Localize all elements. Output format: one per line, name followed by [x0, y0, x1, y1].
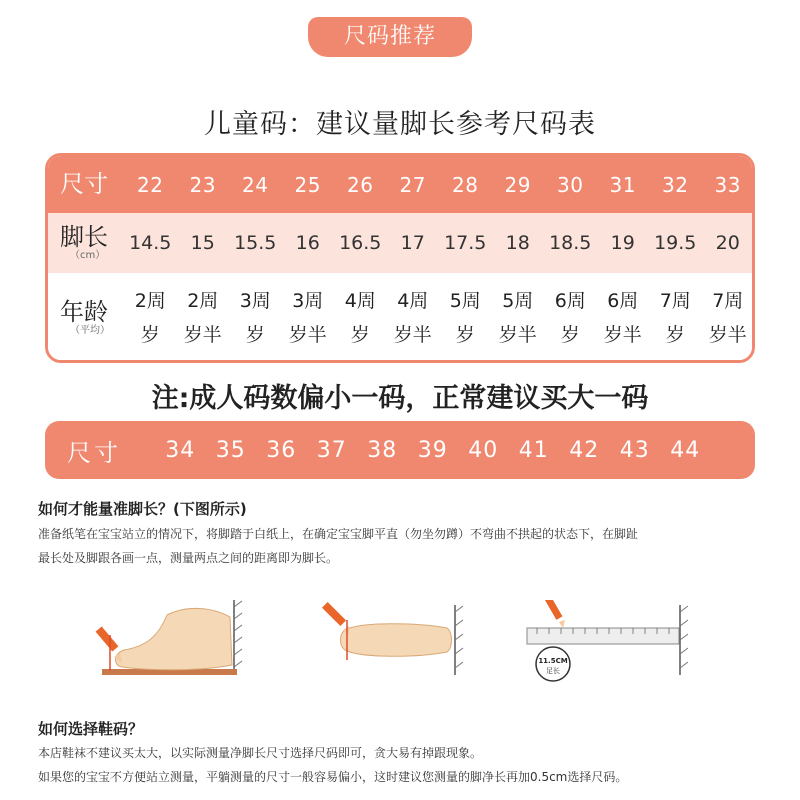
foot-icon	[115, 608, 232, 669]
size-cell: 28	[452, 172, 479, 197]
age-row	[48, 273, 752, 363]
age-cell	[334, 284, 387, 352]
age-cell-bottom: 岁	[350, 324, 370, 346]
age-row-label	[48, 299, 124, 337]
wall-hatch	[455, 606, 463, 668]
age-cell-bottom: 岁	[140, 324, 160, 346]
adult-size-cells	[155, 438, 711, 463]
adult-size-cell: 40	[468, 437, 499, 463]
adult-size-cell: 42	[569, 437, 600, 463]
size-cell: 22	[137, 172, 164, 197]
measure-text-1: 准备纸笔在宝宝站立的情况下，将脚踏于白纸上，在确定宝宝脚平直（勿坐勿蹲）不弯曲不拱起的状态下，在脚趾	[38, 527, 639, 541]
size-cell: 30	[557, 172, 584, 197]
adult-size-note: 注:成人码数偏小一码，正常建议买大一码	[151, 383, 649, 414]
age-cell-bottom: 岁	[455, 324, 475, 346]
foot-length-cells	[124, 232, 754, 254]
wall-hatch	[234, 601, 242, 667]
pencil-icon	[322, 602, 349, 636]
age-cell-bottom: 岁半	[498, 324, 537, 346]
foot-top-view-illustration	[315, 600, 465, 680]
ruler-icon	[527, 628, 679, 644]
age-cell-top: 3周	[292, 290, 324, 312]
foot-icon	[341, 624, 452, 657]
foot-length-cell: 16	[295, 232, 320, 254]
page-title: 儿童码：建议量脚长参考尺码表	[204, 109, 596, 140]
foot-length-cell: 17.5	[444, 232, 487, 254]
size-cell: 26	[347, 172, 374, 197]
foot-length-cell: 15.5	[234, 232, 277, 254]
age-cell-top: 2周	[134, 290, 166, 312]
choose-text-1: 本店鞋袜不建议买太大，以实际测量净脚长尺寸选择尺码即可，贪大易有掉跟现象。	[38, 746, 483, 760]
choose-text-2: 如果您的宝宝不方便站立测量，平躺测量的尺寸一般容易偏小，这时建议您测量的脚净长再加0.5cm选择尺码。	[38, 770, 628, 784]
ruler-measure-illustration	[525, 600, 690, 690]
foot-length-cell: 18	[505, 232, 530, 254]
age-cell-top: 4周	[397, 290, 429, 312]
age-cells	[124, 284, 754, 352]
age-cell-top: 6周	[554, 290, 586, 312]
foot-length-row	[48, 213, 752, 273]
pencil-icon	[96, 626, 122, 663]
age-cell-top: 7周	[659, 290, 691, 312]
age-cell-top: 5周	[449, 290, 481, 312]
age-label: 年龄	[60, 297, 108, 326]
age-cell-bottom: 岁半	[288, 324, 327, 346]
foot-length-cell: 15	[190, 232, 215, 254]
age-cell-top: 4周	[344, 290, 376, 312]
size-cell: 23	[189, 172, 216, 197]
wall-hatch	[680, 606, 688, 668]
foot-length-row-label	[48, 224, 124, 262]
age-cell	[702, 284, 755, 352]
age-cell-top: 6周	[607, 290, 639, 312]
foot-length-cell: 14.5	[129, 232, 172, 254]
adult-size-cell: 34	[165, 437, 196, 463]
adult-size-cell: 41	[518, 437, 549, 463]
age-cell-top: 7周	[712, 290, 744, 312]
size-cells	[124, 173, 754, 197]
ruler-reading-value: 11.5CM	[538, 657, 568, 665]
measure-heading: 如何才能量准脚长？(下图所示)	[38, 500, 247, 518]
age-cell	[439, 284, 492, 352]
adult-size-cell: 43	[619, 437, 650, 463]
foot-length-cell: 20	[715, 232, 740, 254]
age-cell	[282, 284, 335, 352]
ruler-reading-caption: 足长	[546, 667, 560, 675]
foot-standing-illustration	[92, 595, 252, 685]
size-cell: 33	[714, 172, 741, 197]
adult-size-cell: 37	[316, 437, 347, 463]
size-cell: 32	[662, 172, 689, 197]
adult-size-cell: 44	[670, 437, 701, 463]
age-cell	[124, 284, 177, 352]
age-cell	[544, 284, 597, 352]
foot-length-unit: （cm）	[70, 250, 106, 262]
foot-length-label: 脚长	[60, 222, 108, 251]
age-cell	[492, 284, 545, 352]
age-cell-bottom: 岁半	[603, 324, 642, 346]
age-cell-bottom: 岁半	[393, 324, 432, 346]
age-cell	[649, 284, 702, 352]
age-sub-label: （平均）	[70, 325, 110, 337]
adult-size-cell: 39	[417, 437, 448, 463]
foot-length-cell: 19	[610, 232, 635, 254]
age-cell-bottom: 岁半	[708, 324, 747, 346]
size-cell: 27	[399, 172, 426, 197]
foot-length-cell: 19.5	[654, 232, 697, 254]
adult-size-bar	[45, 421, 755, 479]
age-cell-top: 3周	[239, 290, 271, 312]
size-row-label: 尺寸	[60, 170, 108, 199]
age-cell-top: 5周	[502, 290, 534, 312]
size-cell: 31	[609, 172, 636, 197]
size-row	[48, 156, 752, 213]
pencil-icon	[544, 600, 565, 628]
age-cell-top: 2周	[187, 290, 219, 312]
foot-length-cell: 16.5	[339, 232, 382, 254]
age-cell	[387, 284, 440, 352]
age-cell-bottom: 岁	[245, 324, 265, 346]
adult-size-label: 尺寸	[67, 438, 121, 467]
age-cell-bottom: 岁	[665, 324, 685, 346]
age-cell-bottom: 岁	[560, 324, 580, 346]
size-cell: 29	[504, 172, 531, 197]
age-cell-bottom: 岁半	[183, 324, 222, 346]
kids-size-table	[45, 153, 755, 363]
size-cell: 24	[242, 172, 269, 197]
adult-size-cell: 36	[266, 437, 297, 463]
adult-size-cell: 35	[215, 437, 246, 463]
size-recommend-badge: 尺码推荐	[308, 17, 472, 57]
choose-heading: 如何选择鞋码？	[38, 720, 144, 738]
age-cell	[177, 284, 230, 352]
age-cell	[229, 284, 282, 352]
size-cell: 25	[294, 172, 321, 197]
age-cell	[597, 284, 650, 352]
adult-size-cell: 38	[367, 437, 398, 463]
foot-length-cell: 18.5	[549, 232, 592, 254]
foot-length-cell: 17	[400, 232, 425, 254]
measure-text-2: 最长处及脚跟各画一点，测量两点之间的距离即为脚长。	[38, 551, 339, 565]
